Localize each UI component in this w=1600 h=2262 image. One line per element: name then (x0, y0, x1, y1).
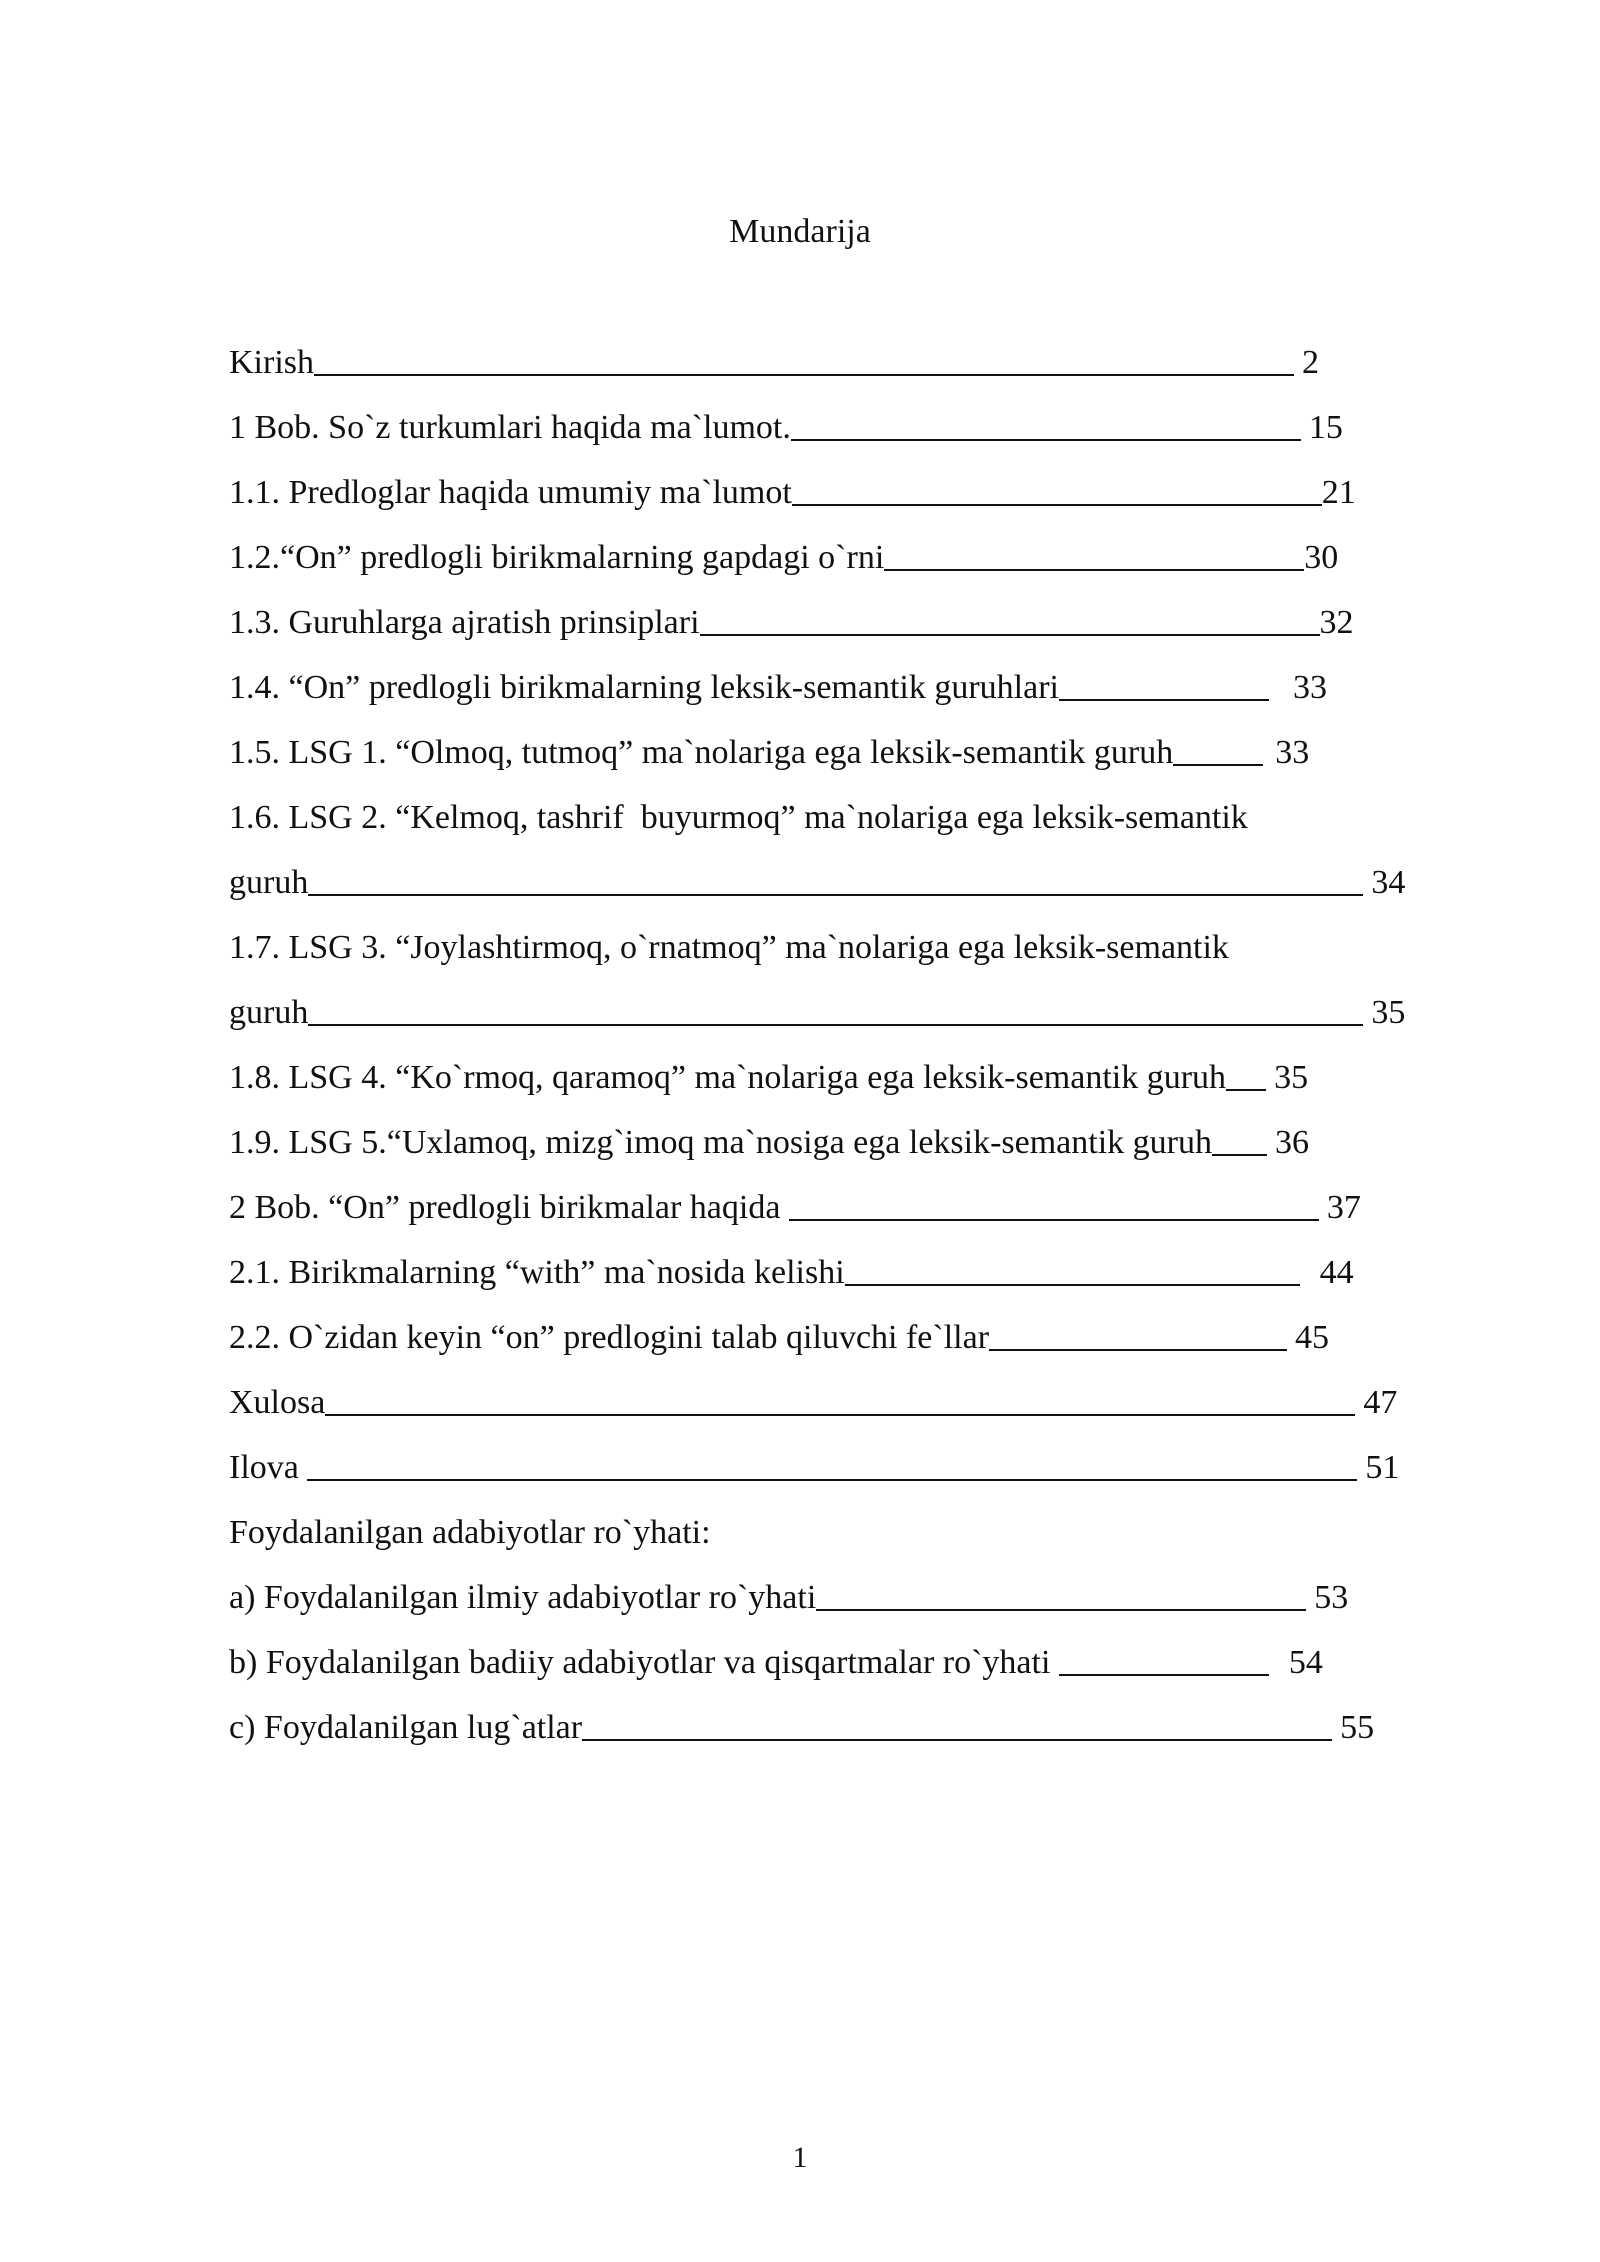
toc-entry-text: 1.4. “On” predlogli birikmalarning leksik-semantik guruhlari (229, 669, 1059, 706)
dot-leader (1173, 720, 1263, 766)
toc-entry (229, 1175, 1429, 1240)
toc-entry-text: b) Foydalanilgan badiiy adabiyotlar va qisqartmalar ro`yhati (229, 1644, 1059, 1681)
toc-entry-text: 1.5. LSG 1. “Olmoq, tutmoq” ma`nolariga ega leksik-semantik guruh (229, 734, 1174, 771)
toc-entry-page: 44 (1319, 1254, 1354, 1291)
toc-entry-text: 1.6. LSG 2. “Kelmoq, tashrif buyurmoq” ma`nolariga ega leksik-semantik (229, 799, 1248, 836)
toc-entry-page: 54 (1288, 1644, 1323, 1681)
toc-entry (229, 1045, 1429, 1110)
toc-entry-page: 45 (1295, 1319, 1330, 1356)
dot-leader (582, 1695, 1332, 1741)
toc-entry-text: 1.2.“On” predlogli birikmalarning gapdagi o`rni (229, 539, 885, 576)
dot-leader (308, 980, 1363, 1026)
toc-entry (229, 1240, 1429, 1305)
toc-entry (229, 915, 1429, 980)
toc-entry (229, 1435, 1429, 1500)
toc-entry-text: 1.1. Predloglar haqida umumiy ma`lumot (229, 474, 792, 511)
dot-leader (791, 395, 1301, 441)
toc-entry-text: c) Foydalanilgan lug`atlar (229, 1709, 583, 1746)
dot-leader (1059, 1630, 1269, 1676)
dot-leader (1212, 1110, 1267, 1156)
toc-entry-page: 33 (1292, 669, 1327, 706)
toc-entry-text: 2.1. Birikmalarning “with” ma`nosida kelishi (229, 1254, 845, 1291)
toc-entry-text: 1.3. Guruhlarga ajratish prinsiplari (229, 604, 700, 641)
dot-leader (816, 1565, 1306, 1611)
toc-entry-page: 15 (1308, 409, 1343, 446)
toc-entry (229, 655, 1429, 720)
toc-entry-text: 1.7. LSG 3. “Joylashtirmoq, o`rnatmoq” ma`nolariga ega leksik-semantik (229, 929, 1229, 966)
toc-entry-page: 34 (1371, 864, 1406, 901)
toc-entry (229, 395, 1429, 460)
toc-entry (229, 1370, 1429, 1435)
toc-entry-page: 47 (1363, 1384, 1398, 1421)
dot-leader (325, 1370, 1355, 1416)
toc-entry (229, 525, 1429, 590)
toc-entry-text: Foydalanilgan adabiyotlar ro`yhati: (229, 1514, 711, 1551)
toc-entry-text: guruh (229, 864, 309, 901)
dot-leader (845, 1240, 1300, 1286)
toc-entry-text: Ilova (229, 1449, 308, 1486)
toc-entry-text: Kirish (229, 344, 314, 381)
dot-leader (308, 850, 1363, 896)
dot-leader (1226, 1045, 1266, 1091)
toc-entry-page: 35 (1371, 994, 1406, 1031)
toc-entry (229, 720, 1429, 785)
toc-entry-page: 51 (1365, 1449, 1400, 1486)
dot-leader (1059, 655, 1269, 701)
toc-entry-text: Xulosa (229, 1384, 326, 1421)
toc-entry-page: 36 (1274, 1124, 1309, 1161)
toc-entry-text: guruh (229, 994, 309, 1031)
toc-entry (229, 590, 1429, 655)
toc-entry-page: 35 (1274, 1059, 1309, 1096)
toc-entry-text: 1 Bob. So`z turkumlari haqida ma`lumot. (229, 409, 791, 446)
toc-entry (229, 980, 1429, 1045)
toc-entry-text: a) Foydalanilgan ilmiy adabiyotlar ro`yhati (229, 1579, 817, 1616)
dot-leader (789, 1175, 1319, 1221)
toc-entry (229, 1565, 1429, 1630)
toc-entry (229, 1110, 1429, 1175)
toc-entry-page: 21 (1321, 474, 1356, 511)
toc-entry (229, 1305, 1429, 1370)
toc-entry-page: 30 (1304, 539, 1339, 576)
toc-entry (229, 785, 1429, 850)
dot-leader (884, 525, 1304, 571)
toc-entry-page: 55 (1340, 1709, 1375, 1746)
toc-entry (229, 850, 1429, 915)
toc-entry-text: 1.8. LSG 4. “Ko`rmoq, qaramoq” ma`nolariga ega leksik-semantik guruh (229, 1059, 1227, 1096)
dot-leader (700, 590, 1320, 636)
toc-entry (229, 1500, 1429, 1565)
toc-entry-text: 2.2. O`zidan keyin “on” predlogini talab qiluvchi fe`llar (229, 1319, 990, 1356)
toc-entry-page: 37 (1326, 1189, 1361, 1226)
toc-entry (229, 330, 1429, 395)
table-of-contents (229, 330, 1429, 1760)
dot-leader (307, 1435, 1357, 1481)
dot-leader (314, 330, 1294, 376)
toc-entry-page: 32 (1319, 604, 1354, 641)
toc-entry (229, 460, 1429, 525)
toc-entry-page: 2 (1302, 344, 1319, 381)
toc-entry (229, 1695, 1429, 1760)
dot-leader (989, 1305, 1287, 1351)
toc-entry (229, 1630, 1429, 1695)
toc-entry-page: 53 (1314, 1579, 1349, 1616)
dot-leader (792, 460, 1322, 506)
toc-entry-text: 1.9. LSG 5.“Uxlamoq, mizg`imoq ma`nosiga ega leksik-semantik guruh (229, 1124, 1212, 1161)
page-title: Mundarija (729, 213, 871, 250)
toc-entry-text: 2 Bob. “On” predlogli birikmalar haqida (229, 1189, 789, 1226)
toc-entry-page: 33 (1275, 734, 1310, 771)
page-number: 1 (792, 2141, 808, 2174)
